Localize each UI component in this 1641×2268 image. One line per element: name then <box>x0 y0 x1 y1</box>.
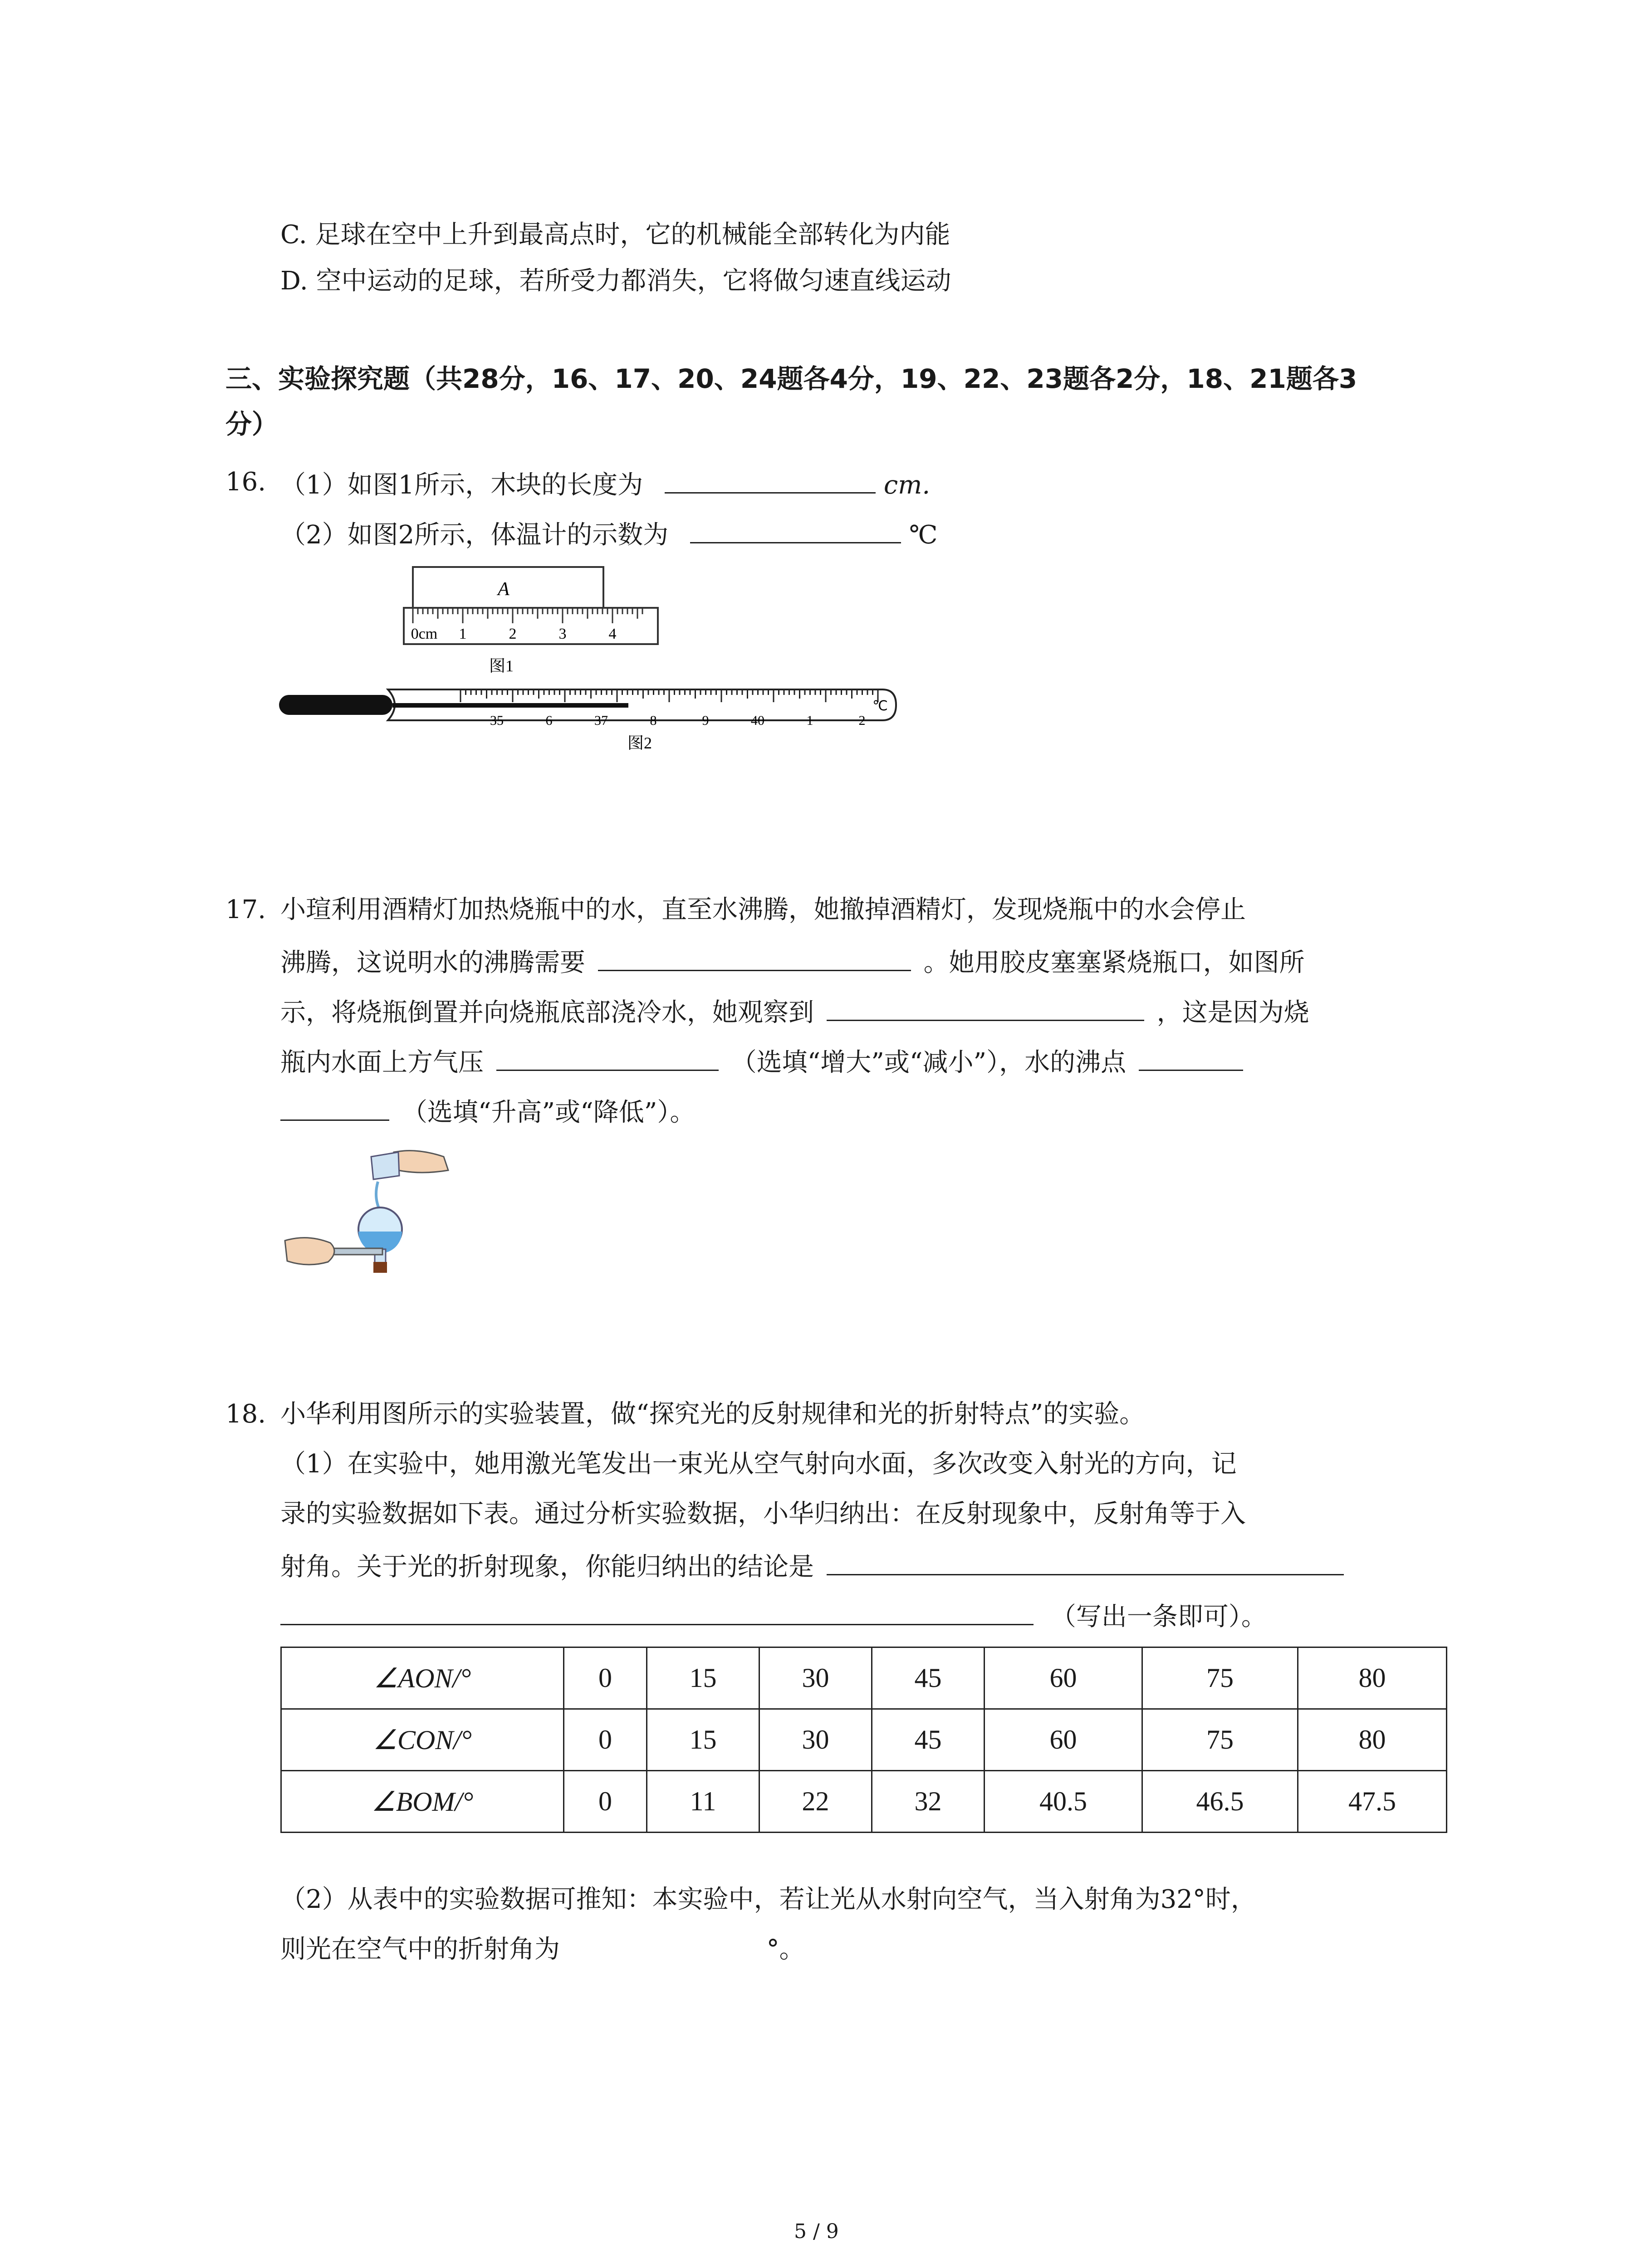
section-title-line2: 分） <box>225 409 279 440</box>
answer-blank[interactable] <box>1139 1041 1243 1071</box>
q17-line2-text-a: 沸腾，这说明水的沸腾需要 <box>280 948 585 978</box>
q17-line3-text-a: 示，将烧瓶倒置并向烧瓶底部浇冷水，她观察到 <box>280 998 814 1027</box>
ruler-tick-0: 0cm <box>411 626 438 642</box>
q18-number: 18. <box>225 1399 266 1429</box>
scale-41: 1 <box>806 713 813 728</box>
scale-36: 6 <box>545 713 553 728</box>
ruler-tick-2: 2 <box>509 626 517 642</box>
q16-part2 <box>280 514 938 553</box>
q16-part1 <box>280 464 930 503</box>
answer-blank[interactable] <box>598 942 911 971</box>
table-cell: 11 <box>647 1771 759 1833</box>
q18-part2-text-b: °。 <box>766 1935 805 1964</box>
table-cell: 30 <box>759 1709 872 1771</box>
thermometer-figure <box>279 680 905 758</box>
table-cell: 75 <box>1142 1647 1298 1709</box>
table-cell: 0 <box>564 1771 647 1833</box>
ruler-tick-3: 3 <box>558 626 567 642</box>
scale-37: 37 <box>594 713 608 728</box>
table-cell: 32 <box>872 1771 985 1833</box>
q16-unit1: cm. <box>883 470 931 500</box>
option-d: D. 空中运动的足球，若所受力都消失，它将做匀速直线运动 <box>280 266 951 296</box>
table-row-label: ∠BOM/° <box>281 1771 564 1833</box>
q16-number: 16. <box>225 467 266 497</box>
answer-blank[interactable] <box>827 992 1144 1021</box>
section-title-line1: 三、实验探究题（共28分，16、17、20、24题各4分，19、22、23题各2分，18、21题各3 <box>225 363 1357 394</box>
ruler-tick-4: 4 <box>608 626 617 642</box>
q17-line3 <box>280 992 1309 1031</box>
q16-part2-text: （2）如图2所示，体温计的示数为 <box>280 520 669 550</box>
mercury-column <box>392 703 628 708</box>
table-cell: 60 <box>985 1647 1142 1709</box>
q16-unit2: ℃ <box>909 520 938 550</box>
table-cell: 30 <box>759 1647 872 1709</box>
table-cell: 47.5 <box>1298 1771 1447 1833</box>
table-cell: 40.5 <box>985 1771 1142 1833</box>
block-label: A <box>498 579 509 600</box>
answer-blank[interactable] <box>496 1041 719 1071</box>
table-row <box>281 1771 1447 1833</box>
thermo-unit: ℃ <box>872 699 888 714</box>
table-cell: 15 <box>647 1647 759 1709</box>
q18-line4-text: 射角。关于光的折射现象，你能归纳出的结论是 <box>280 1552 814 1582</box>
q18-part2-text-a: 则光在空气中的折射角为 <box>280 1935 560 1964</box>
beaker <box>371 1152 399 1179</box>
answer-blank[interactable] <box>280 1596 1034 1625</box>
scale-40: 40 <box>751 713 764 728</box>
q17-line3-text-b: ，这是因为烧 <box>1156 998 1309 1027</box>
rubber-stopper <box>373 1262 387 1273</box>
table-cell: 80 <box>1298 1647 1447 1709</box>
thermometer-bulb <box>279 695 392 715</box>
q18-part2-line2 <box>280 1931 805 1968</box>
q17-line4 <box>280 1041 1243 1081</box>
answer-blank[interactable] <box>827 1546 1344 1575</box>
q17-line5-text: （选填“升高”或“降低”）。 <box>402 1098 696 1127</box>
table-cell: 15 <box>647 1709 759 1771</box>
table-cell: 60 <box>985 1709 1142 1771</box>
q17-line2-text-b: 。她用胶皮塞塞紧烧瓶口，如图所 <box>923 948 1305 978</box>
table-cell: 46.5 <box>1142 1771 1298 1833</box>
scale-38: 8 <box>650 713 657 728</box>
table-row-label: ∠AON/° <box>281 1647 564 1709</box>
table-cell: 22 <box>759 1771 872 1833</box>
table-row <box>281 1647 1447 1709</box>
q17-line1: 小瑄利用酒精灯加热烧瓶中的水，直至水沸腾，她撤掉酒精灯，发现烧瓶中的水会停止 <box>280 895 1246 924</box>
page-number: 5 / 9 <box>794 2220 839 2243</box>
q18-line4 <box>280 1546 1344 1585</box>
answer-blank[interactable] <box>690 514 901 543</box>
pouring-hand <box>371 1151 448 1211</box>
scale-39: 9 <box>702 713 709 728</box>
scale-42: 2 <box>858 713 866 728</box>
data-table <box>280 1647 1447 1833</box>
table-cell: 0 <box>564 1647 647 1709</box>
q18-line2: （1）在实验中，她用激光笔发出一束光从空气射向水面，多次改变入射光的方向，记 <box>280 1449 1237 1479</box>
ruler-figure <box>395 562 667 680</box>
q18-line5 <box>280 1596 1267 1635</box>
q18-line3: 录的实验数据如下表。通过分析实验数据，小华归纳出：在反射现象中，反射角等于入 <box>280 1499 1246 1529</box>
q17-line2 <box>280 942 1305 981</box>
scale-35: 35 <box>490 713 504 728</box>
fig2-caption: 图2 <box>627 734 652 752</box>
flask-illustration <box>280 1143 453 1275</box>
q17-line4-text-b: （选填“增大”或“减小”），水的沸点 <box>731 1048 1127 1077</box>
q18-part2-line1: （2）从表中的实验数据可推知：本实验中，若让光从水射向空气，当入射角为32°时， <box>280 1885 1256 1914</box>
q17-line4-text-a: 瓶内水面上方气压 <box>280 1048 484 1077</box>
holding-hand <box>285 1238 334 1265</box>
ruler <box>404 608 658 644</box>
table-cell: 0 <box>564 1709 647 1771</box>
answer-blank[interactable] <box>280 1091 389 1121</box>
q18-line1: 小华利用图所示的实验装置，做“探究光的反射规律和光的折射特点”的实验。 <box>280 1399 1145 1429</box>
table-cell: 45 <box>872 1709 985 1771</box>
table-cell: 45 <box>872 1647 985 1709</box>
answer-blank[interactable] <box>665 464 876 494</box>
q17-line5 <box>280 1091 695 1131</box>
q17-number: 17. <box>225 895 266 924</box>
table-row <box>281 1709 1447 1771</box>
fig1-caption: 图1 <box>489 657 514 675</box>
q18-line5-text: （写出一条即可）。 <box>1050 1602 1267 1632</box>
option-c: C. 足球在空中上升到最高点时，它的机械能全部转化为内能 <box>280 220 950 249</box>
q16-part1-text: （1）如图1所示，木块的长度为 <box>280 470 643 500</box>
table-row-label: ∠CON/° <box>281 1709 564 1771</box>
ruler-tick-1: 1 <box>459 626 467 642</box>
table-cell: 75 <box>1142 1709 1298 1771</box>
table-cell: 80 <box>1298 1709 1447 1771</box>
